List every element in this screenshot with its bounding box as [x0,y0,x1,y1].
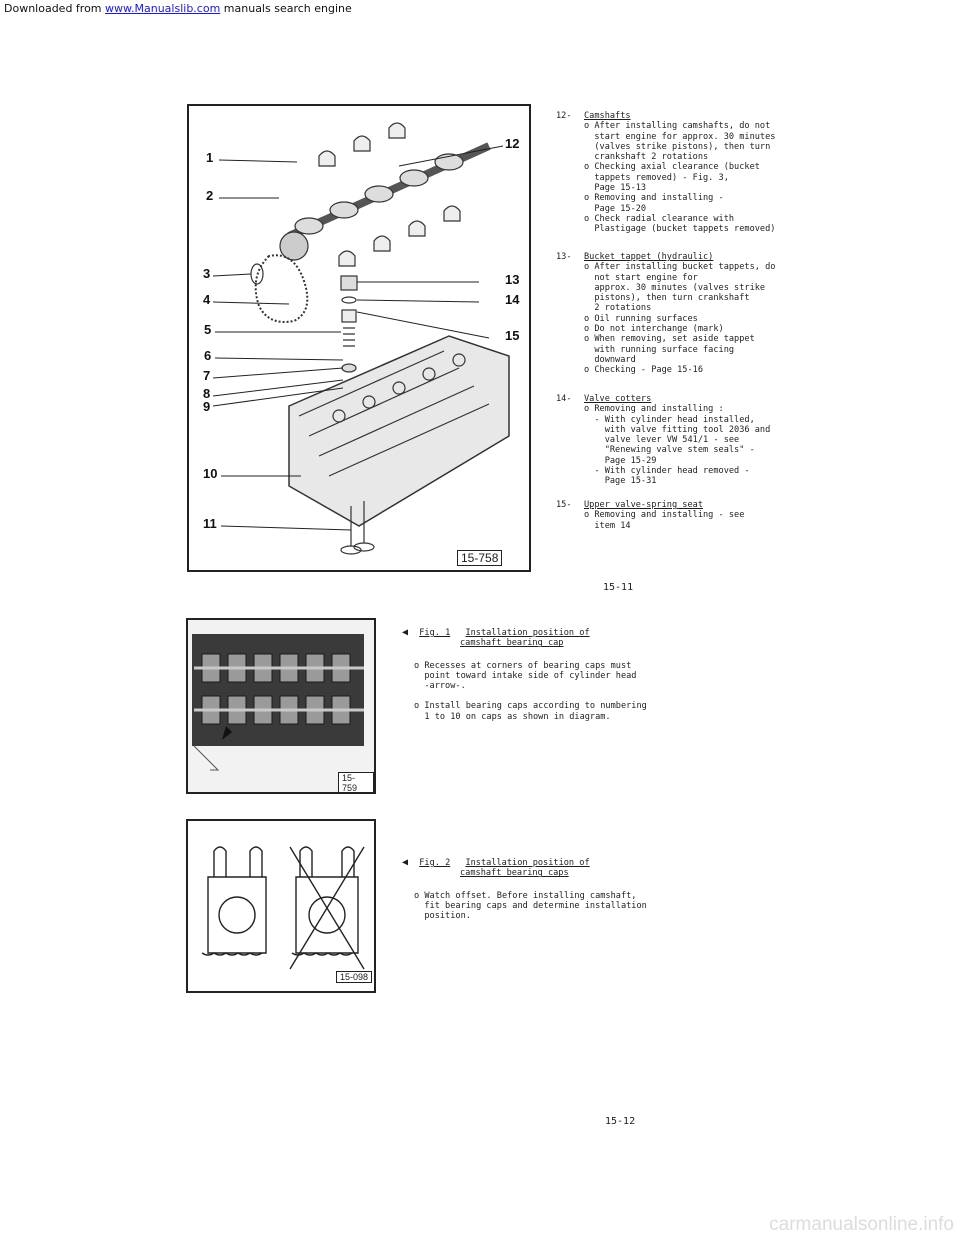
callout-11: 11 [203,516,217,531]
item-number: 14- [556,394,572,404]
item-line: not start engine for [584,272,698,283]
pointer-arrow-icon: ◀ [402,627,409,638]
item-line: item 14 [584,520,631,531]
item-line: o Removing and installing : [584,404,724,415]
manualslib-link[interactable]: www.Manualslib.com [105,2,221,15]
paragraph-line: o Install bearing caps according to numbering [414,701,647,712]
item-line: Page 15-13 [584,183,647,194]
item-line: 2 rotations [584,303,652,314]
item-line: with running surface facing [584,344,735,355]
item-line: start engine for approx. 30 minutes [584,131,776,142]
item-line: o Check radial clearance with [584,213,735,224]
figure-2-drawing [186,819,376,993]
item-line: o Removing and installing - [584,193,724,204]
item-line: Page 15-20 [584,203,647,214]
callout-1: 1 [206,150,214,165]
item-line: Plastigage (bucket tappets removed) [584,224,776,235]
figure-1-photo [186,618,376,794]
figure-1-title-line1: Installation position of [465,628,590,638]
item-title: Bucket tappet (hydraulic) [584,252,714,262]
item-line: o When removing, set aside tappet [584,334,755,345]
footer-watermark: carmanualsonline.info [769,1214,954,1235]
item-title: Upper valve-spring seat [584,500,703,510]
item-number: 13- [556,252,572,262]
figure-2-title-line2: camshaft bearing caps [460,868,569,879]
item-12 [556,111,816,251]
item-line: "Renewing valve stem seals" - [584,445,755,456]
figure-1-id-tag: 15-759 [338,772,374,794]
paragraph-line: o Watch offset. Before installing camshaft, [414,890,637,901]
callout-13: 13 [505,272,520,287]
callout-5: 5 [204,322,212,337]
figure-2-caption [402,857,702,922]
item-line: with valve fitting tool 2036 and [584,424,771,435]
item-line: tappets removed) - Fig. 3, [584,172,729,183]
header-suffix: manuals search engine [220,2,352,15]
paragraph-line: fit bearing caps and determine installation [414,900,647,911]
callout-3: 3 [203,266,211,281]
figure-2-title-line1: Installation position of [465,858,590,868]
item-title: Valve cotters [584,394,652,404]
paragraph-line: 1 to 10 on caps as shown in diagram. [414,711,611,722]
item-title: Camshafts [584,111,631,121]
callout-10: 10 [203,466,218,481]
paragraph-line: o Recesses at corners of bearing caps must [414,660,632,671]
callout-8: 8 [203,386,211,401]
figure-1-label: Fig. 1 [419,628,451,638]
item-line: approx. 30 minutes (valves strike [584,282,766,293]
item-line: Page 15-29 [584,455,657,466]
pointer-arrow-icon: ◀ [402,857,409,868]
callout-14: 14 [505,292,520,307]
figure-2-label: Fig. 2 [419,858,451,868]
cylinder-head-photo [188,620,374,792]
item-line: valve lever VW 541/1 - see [584,435,740,446]
item-line: o Oil running surfaces [584,313,698,324]
header-prefix: Downloaded from [4,2,106,15]
item-14 [556,394,816,494]
item-line: downward [584,354,636,365]
item-13 [556,252,816,392]
paragraph-line: position. [414,911,471,922]
item-15 [556,500,816,540]
item-line: - With cylinder head removed - [584,466,750,477]
callout-7: 7 [203,368,211,383]
bearing-caps-drawing [188,821,374,991]
figure-2-id-tag: 15-098 [336,971,372,983]
callout-4: 4 [203,292,211,307]
item-line: crankshaft 2 rotations [584,152,709,163]
figure-1-caption [402,627,702,722]
figure-1-title-line2: camshaft bearing cap [460,638,564,649]
item-number: 12- [556,111,572,121]
item-line: Page 15-31 [584,476,657,487]
item-line: o Removing and installing - see [584,510,745,521]
page-number: 15-12 [605,1116,636,1127]
callout-15: 15 [505,328,520,343]
callout-2: 2 [206,188,214,203]
item-line: pistons), then turn crankshaft [584,293,750,304]
download-header [4,2,352,15]
figure-camshaft-exploded [187,104,531,572]
figure-id-tag: 15-758 [457,550,502,566]
paragraph-line: -arrow-. [414,681,466,692]
item-line: o After installing camshafts, do not [584,121,771,132]
item-line: o Do not interchange (mark) [584,324,724,335]
item-line: o After installing bucket tappets, do [584,262,776,273]
paragraph-line: point toward intake side of cylinder head [414,670,637,681]
item-line: o Checking - Page 15-16 [584,365,703,376]
callout-12: 12 [505,136,520,151]
callout-6: 6 [204,348,212,363]
page-number: 15-11 [603,582,634,593]
item-line: (valves strike pistons), then turn [584,141,771,152]
item-line: o Checking axial clearance (bucket [584,162,760,173]
exploded-view-drawing [189,106,529,570]
callout-9: 9 [203,399,211,414]
item-line: - With cylinder head installed, [584,414,755,425]
item-number: 15- [556,500,572,510]
